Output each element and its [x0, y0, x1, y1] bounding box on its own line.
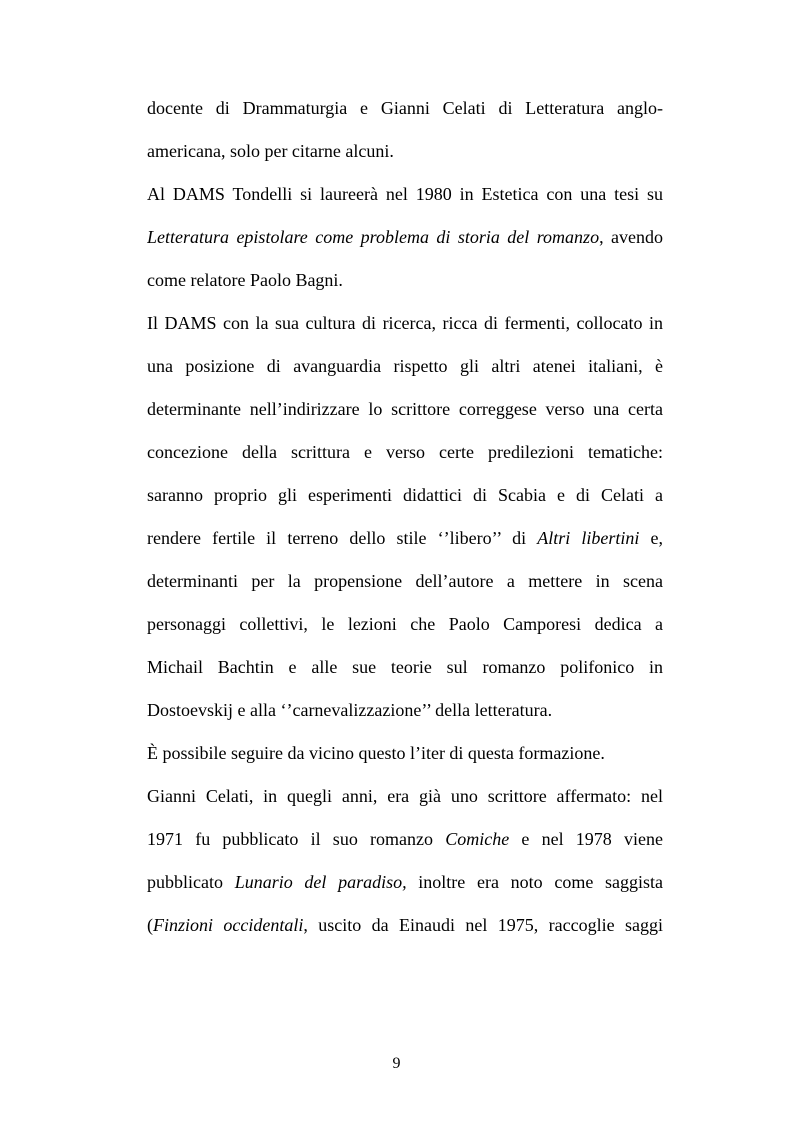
text-line [147, 914, 663, 936]
text-line [147, 226, 663, 248]
text-segment: rendere fertile il terreno dello stile ‘’libero’’ di [147, 528, 538, 548]
text-line: determinante nell’indirizzare lo scrittore correggese verso una certa [147, 399, 663, 419]
text-line: Il DAMS con la sua cultura di ricerca, ricca di fermenti, collocato in [147, 313, 663, 333]
text-line: Dostoevskij e alla ‘’carnevalizzazione’’ della letteratura. [147, 700, 553, 720]
book-title: Finzioni occidentali [153, 915, 304, 935]
book-title: Comiche [445, 829, 510, 849]
text-line: concezione della scrittura e verso certe predilezioni tematiche: [147, 442, 663, 462]
text-line: americana, solo per citarne alcuni. [147, 141, 394, 161]
text-line [147, 527, 663, 549]
text-line: È possibile seguire da vicino questo l’iter di questa formazione. [147, 743, 605, 763]
text-line: Gianni Celati, in quegli anni, era già uno scrittore affermato: nel [147, 786, 663, 806]
book-title: Letteratura epistolare come problema di storia del romanzo [147, 227, 600, 247]
text-segment: e nel 1978 viene [509, 829, 663, 849]
text-line: una posizione di avanguardia rispetto gli altri atenei italiani, è [147, 356, 663, 376]
book-title: Lunario del paradiso, [234, 872, 407, 892]
text-line [147, 828, 663, 850]
text-line: come relatore Paolo Bagni. [147, 270, 343, 290]
text-line: Michail Bachtin e alle sue teorie sul romanzo polifonico in [147, 657, 663, 677]
page-number: 9 [392, 1055, 401, 1072]
text-segment: 1971 fu pubblicato il suo romanzo [147, 829, 446, 849]
text-line [147, 871, 663, 893]
text-segment: ( [147, 915, 153, 935]
text-segment: , uscito da Einaudi nel 1975, raccoglie saggi [303, 915, 663, 935]
text-segment: , avendo [599, 227, 663, 247]
book-title: Altri libertini [537, 528, 640, 548]
text-line: determinanti per la propensione dell’autore a mettere in scena [147, 571, 663, 591]
text-line: saranno proprio gli esperimenti didattici di Scabia e di Celati a [147, 485, 663, 505]
text-line: docente di Drammaturgia e Gianni Celati di Letteratura anglo- [147, 98, 663, 118]
text-line: personaggi collettivi, le lezioni che Paolo Camporesi dedica a [147, 614, 663, 634]
text-line: Al DAMS Tondelli si laureerà nel 1980 in Estetica con una tesi su [147, 184, 663, 204]
text-segment: pubblicato [147, 872, 235, 892]
text-segment: e, [639, 528, 663, 548]
text-segment: inoltre era noto come saggista [406, 872, 663, 892]
